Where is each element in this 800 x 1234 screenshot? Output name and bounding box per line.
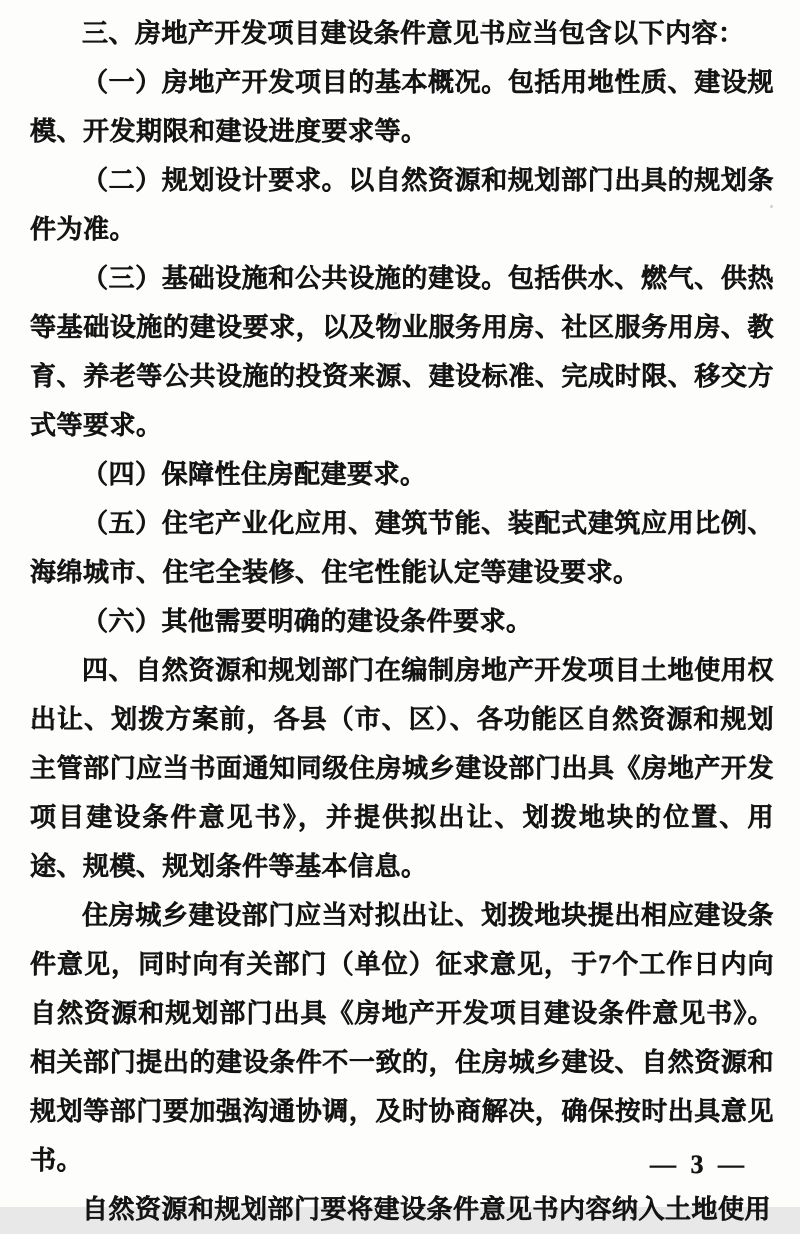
document-paragraph: （六）其他需要明确的建设条件要求。 bbox=[82, 607, 533, 636]
document-paragraph: 自然资源和规划部门要将建设条件意见书内容纳入土地使用 bbox=[82, 1195, 772, 1224]
document-text-block bbox=[30, 9, 774, 1234]
scan-speck bbox=[482, 22, 485, 25]
document-paragraph: 住房城乡建设部门应当对拟出让、划拨地块提出相应建设条件意见，同时向有关部门（单位）征求意见，于7个工作日内向自然资源和规划部门出具《房地产开发项目建设条件意见书》。相关部门提出的建设条件不一致的，住房城乡建设、自然资源和规划等部门要加强沟通协调，及时协商解决，确保按时出具意见书。 bbox=[30, 901, 774, 1175]
scan-speck bbox=[210, 24, 214, 27]
scan-speck bbox=[394, 312, 397, 315]
page-number: — 3 — bbox=[650, 1150, 748, 1179]
document-paragraph: （四）保障性住房配建要求。 bbox=[82, 460, 427, 489]
document-paragraph: （二）规划设计要求。以自然资源和规划部门出具的规划条件为准。 bbox=[30, 166, 774, 244]
document-paragraph: （三）基础设施和公共设施的建设。包括供水、燃气、供热等基础设施的建设要求，以及物业服务用房、社区服务用房、教育、养老等公共设施的投资来源、建设标准、完成时限、移交方式等要求。 bbox=[30, 264, 774, 440]
document-paragraph: （五）住宅产业化应用、建筑节能、装配式建筑应用比例、海绵城市、住宅全装修、住宅性能认定等建设要求。 bbox=[30, 509, 774, 587]
document-paragraph: （一）房地产开发项目的基本概况。包括用地性质、建设规模、开发期限和建设进度要求等。 bbox=[30, 68, 774, 146]
section-4-heading: 四、自然资源和规划部门在编制房地产开发项目土地使用权出让、划拨方案前，各县（市、区）、各功能区自然资源和规划主管部门应当书面通知同级住房城乡建设部门出具《房地产开发项目建设条件意见书》，并提供拟出让、划拨地块的位置、用途、规模、规划条件等基本信息。 bbox=[30, 656, 774, 881]
scan-speck bbox=[770, 205, 773, 208]
scan-speck bbox=[566, 1001, 569, 1004]
section-3-heading: 三、房地产开发项目建设条件意见书应当包含以下内容： bbox=[82, 19, 745, 48]
